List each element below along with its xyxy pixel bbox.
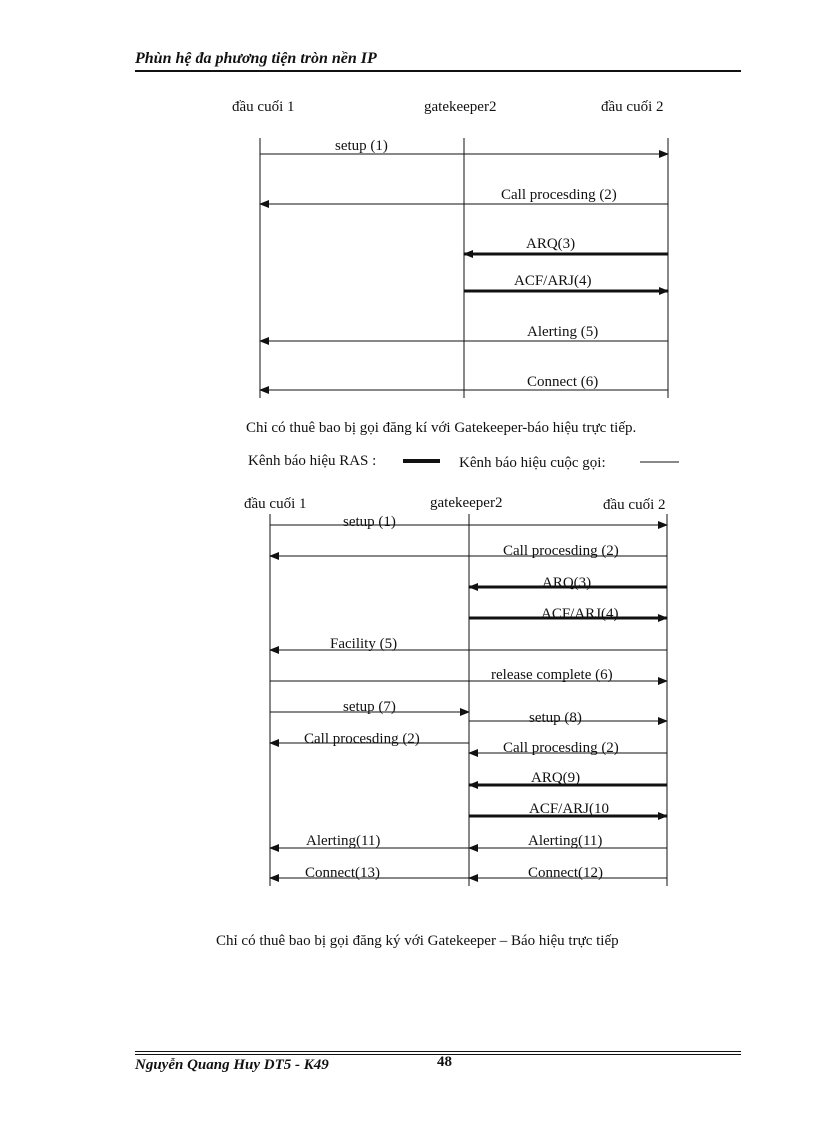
d1-msg-alerting: Alerting (5) [527,324,599,340]
d1-entity-gatekeeper: gatekeeper2 [424,99,497,115]
d2-msg-setup-8: setup (8) [529,710,582,726]
d1-msg-setup: setup (1) [335,138,388,154]
d2-msg-call-proceeding: Call procesding (2) [503,543,619,559]
d2-msg-connect-left: Connect(13) [305,865,380,881]
d2-caption: Chỉ có thuê bao bị gọi đăng ký với Gatekeeper – Báo hiệu trực tiếp [216,933,619,949]
d2-entity-gatekeeper: gatekeeper2 [430,495,503,511]
d1-msg-connect: Connect (6) [527,374,599,390]
d2-msg-arq-3: ARQ(3) [542,575,592,591]
diagram-2 [216,495,667,949]
d1-entity-terminal-2: đầu cuối 2 [601,99,664,115]
d2-msg-call-proceeding-left: Call procesding (2) [304,731,420,747]
d2-msg-acf-4: ACF/ARJ(4) [541,606,619,622]
diagram-1 [232,99,679,471]
d2-msg-arq-9: ARQ(9) [531,770,581,786]
d2-msg-call-proceeding-right: Call procesding (2) [503,740,619,756]
legend-call-label: Kênh báo hiệu cuộc gọi: [459,455,606,471]
d2-msg-acf-10: ACF/ARJ(10 [529,801,610,817]
d2-entity-terminal-2: đầu cuối 2 [603,497,666,513]
d2-entity-terminal-1: đầu cuối 1 [244,496,307,512]
d1-msg-arq: ARQ(3) [526,236,576,252]
d1-msg-call-proceeding: Call procesding (2) [501,187,617,203]
footer-rule-top [135,1051,741,1052]
legend-ras-label: Kênh báo hiệu RAS : [248,453,377,469]
d2-msg-alerting-left: Alerting(11) [306,833,381,849]
d2-msg-setup-7: setup (7) [343,699,396,715]
d2-msg-setup-1: setup (1) [343,514,396,530]
d2-msg-release-complete: release complete (6) [491,667,613,683]
d1-entity-terminal-1: đầu cuối 1 [232,99,295,115]
d2-msg-facility: Facility (5) [330,636,398,652]
footer-author: Nguyễn Quang Huy DT5 - K49 [135,1057,329,1073]
d1-msg-acf: ACF/ARJ(4) [514,273,592,289]
footer-page-number: 48 [437,1054,452,1070]
d2-msg-alerting-right: Alerting(11) [528,833,603,849]
d2-msg-connect-right: Connect(12) [528,865,603,881]
d1-caption: Chỉ có thuê bao bị gọi đăng kí với Gatekeeper-báo hiệu trực tiếp. [246,420,637,436]
page-header-title: Phùn hệ đa phương tiện tròn nền IP [135,50,377,67]
